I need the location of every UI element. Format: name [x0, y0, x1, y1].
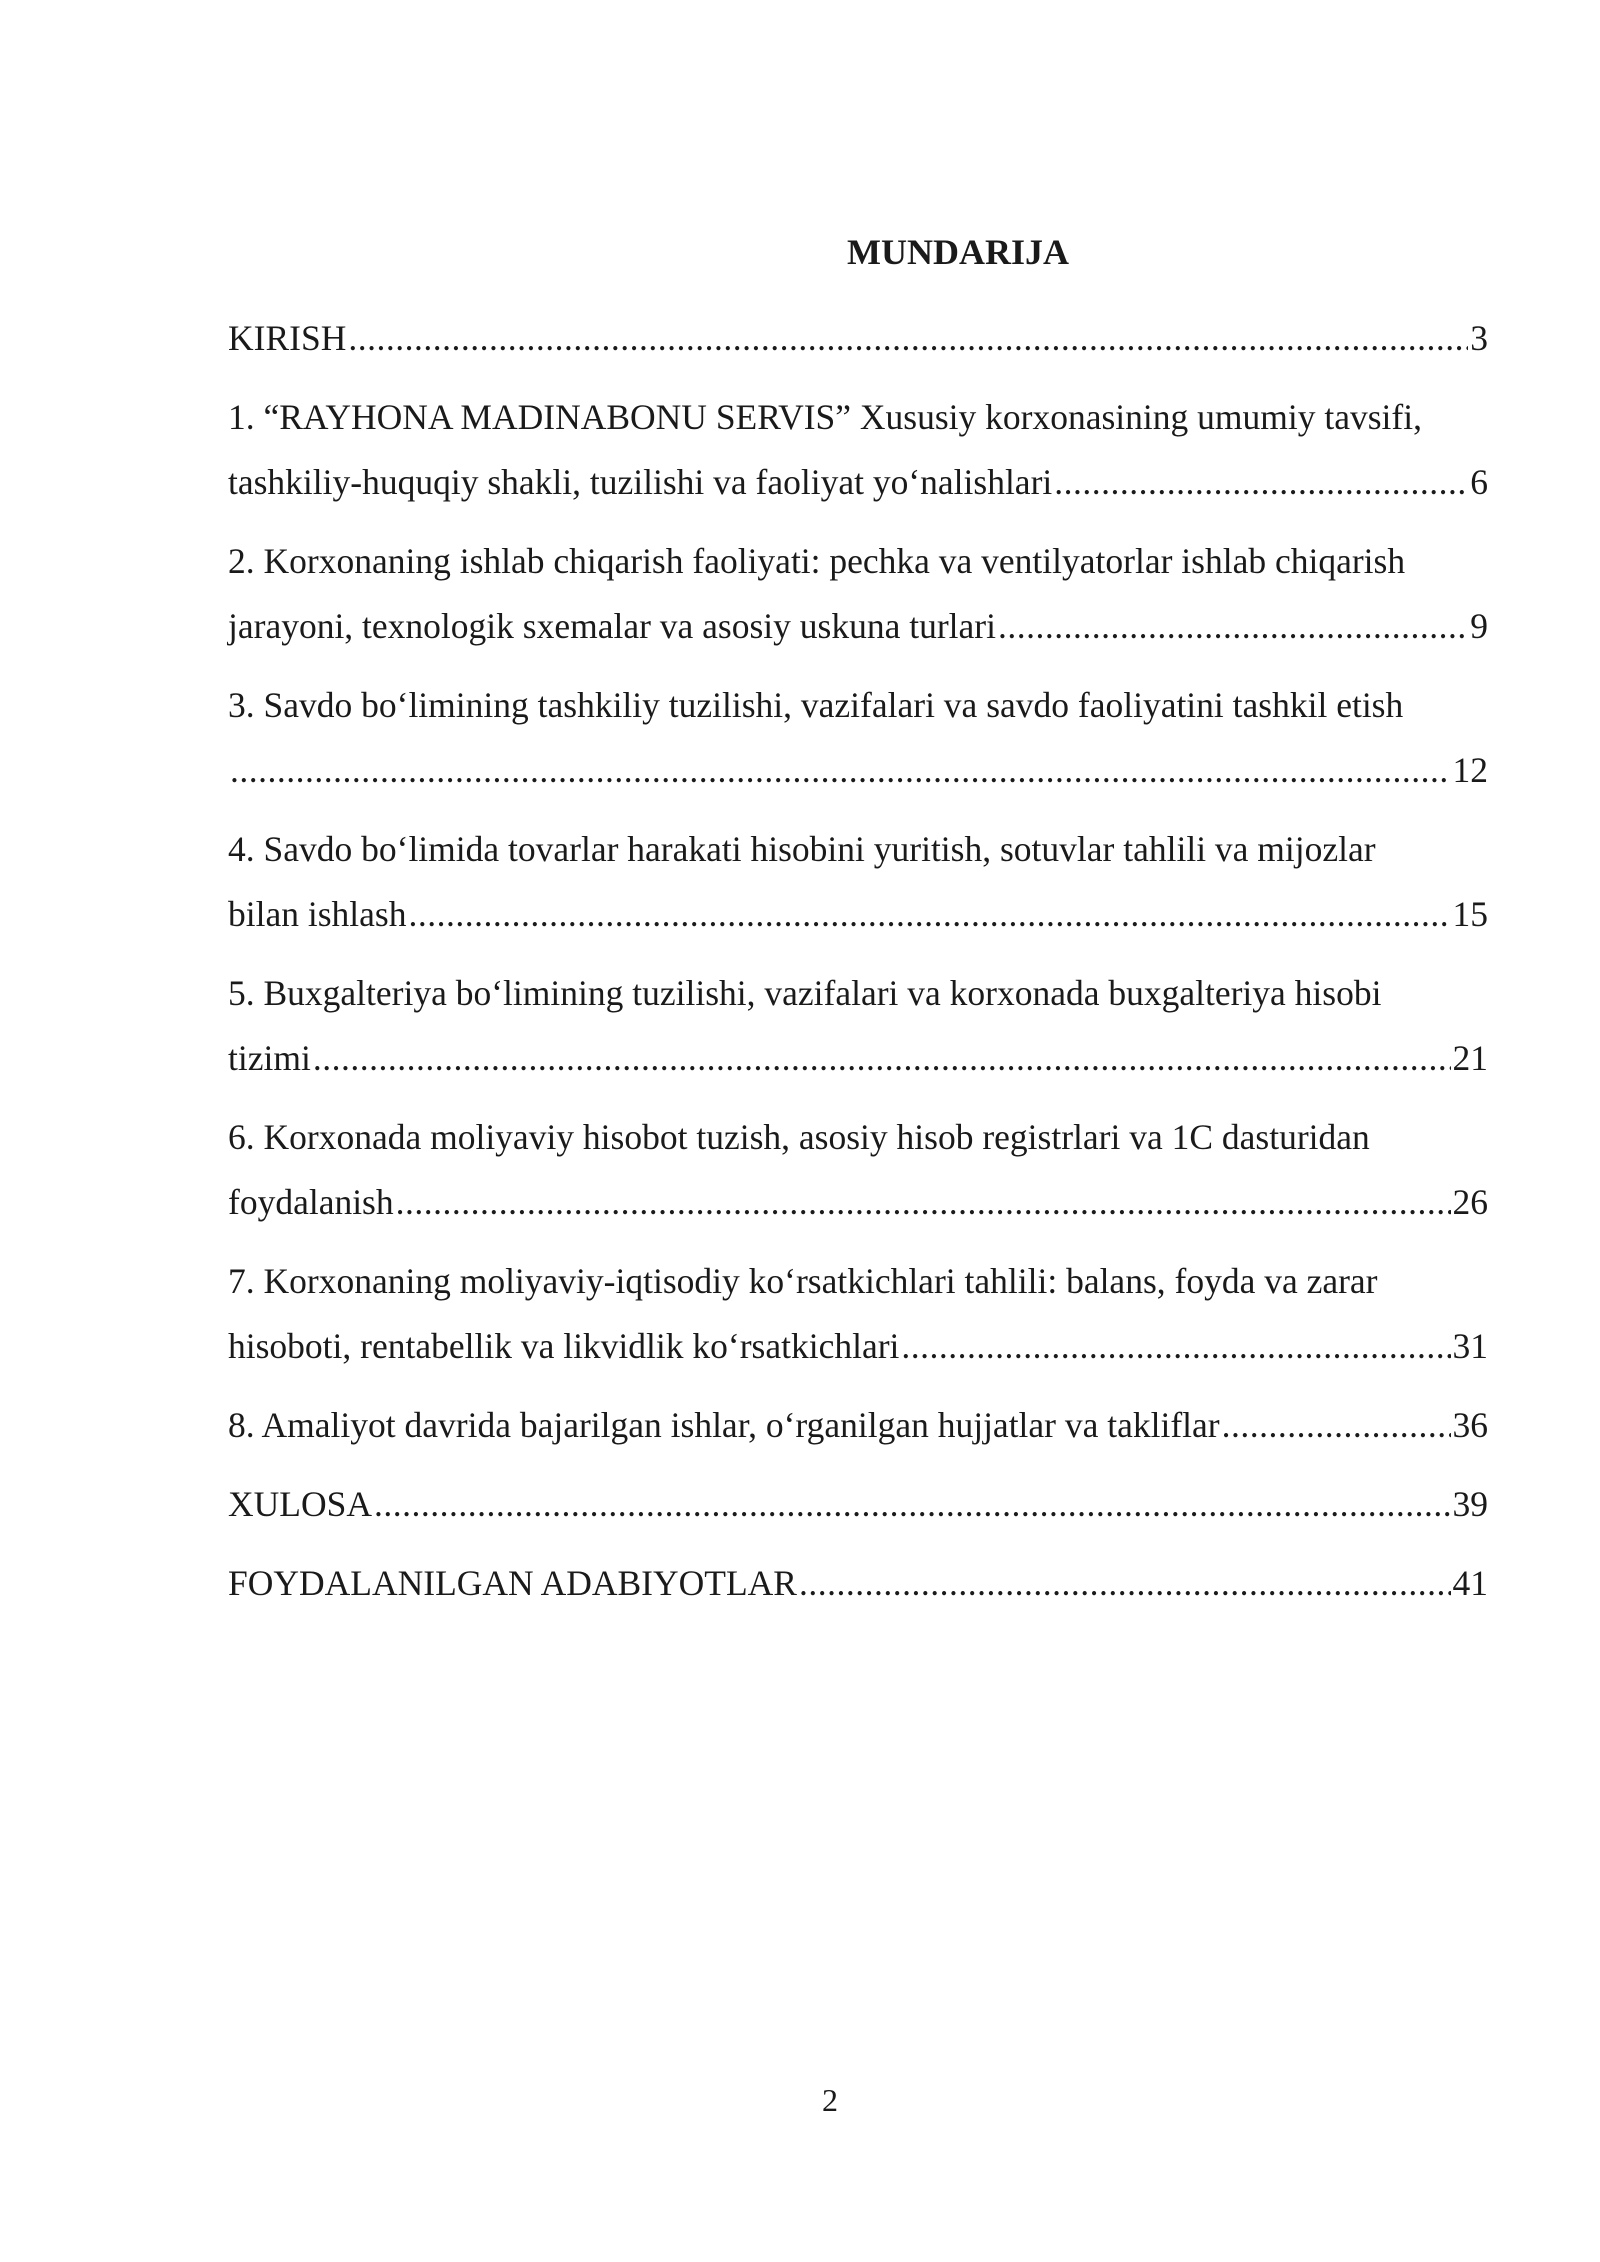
- toc-page-number: 26: [1452, 1182, 1488, 1222]
- dot-leader: [408, 882, 1450, 947]
- toc-entry-text: tashkiliy-huquqiy shakli, tuzilishi va faoliyat yo‘nalishlari: [228, 462, 1053, 502]
- toc-page-number: 36: [1452, 1405, 1488, 1445]
- toc-page-number: 12: [1452, 750, 1488, 790]
- toc-entry-5[interactable]: [228, 961, 1488, 1091]
- toc-entry-text: 3. Savdo bo‘limining tashkiliy tuzilishi, vazifalari va savdo faoliyatini tashkil etish: [228, 685, 1404, 725]
- toc-entry-text: tizimi: [228, 1038, 311, 1078]
- toc-entry-text: 7. Korxonaning moliyaviy-iqtisodiy ko‘rsatkichlari tahlili: balans, foyda va zarar: [228, 1261, 1378, 1301]
- toc-entry-4[interactable]: [228, 817, 1488, 947]
- toc-entry-text: hisoboti, rentabellik va likvidlik ko‘rsatkichlari: [228, 1326, 900, 1366]
- dot-leader: [998, 594, 1468, 659]
- dot-leader: [348, 306, 1468, 371]
- toc-entry-text: 1. “RAYHONA MADINABONU SERVIS” Xususiy korxonasining umumiy tavsifi,: [228, 397, 1422, 437]
- toc-entry-line: [228, 1551, 1488, 1616]
- dot-leader: [230, 738, 1451, 803]
- toc-entry-line: [228, 1314, 1488, 1379]
- table-of-contents: [228, 228, 1488, 1630]
- toc-entry-text: jarayoni, texnologik sxemalar va asosiy uskuna turlari: [228, 606, 996, 646]
- toc-entry-line: [228, 882, 1488, 947]
- toc-entry-text: 8. Amaliyot davrida bajarilgan ishlar, o‘rganilgan hujjatlar va takliflar: [228, 1405, 1220, 1445]
- toc-entry-xulosa[interactable]: [228, 1472, 1488, 1537]
- toc-entry-line: [228, 594, 1488, 659]
- toc-entry-6[interactable]: [228, 1105, 1488, 1235]
- toc-entry-text: bilan ishlash: [228, 894, 407, 934]
- toc-entry-adabiyotlar[interactable]: [228, 1551, 1488, 1616]
- toc-entry-7[interactable]: [228, 1249, 1488, 1379]
- toc-entry-line: [228, 738, 1488, 803]
- toc-entry-text: FOYDALANILGAN ADABIYOTLAR: [228, 1563, 797, 1603]
- toc-page-number: 21: [1452, 1038, 1488, 1078]
- toc-entry-line: [228, 1026, 1488, 1091]
- toc-entry-8[interactable]: [228, 1393, 1488, 1458]
- toc-entry-line: [228, 306, 1488, 371]
- toc-page-number: 3: [1470, 318, 1488, 358]
- toc-entry-text: 2. Korxonaning ishlab chiqarish faoliyati: pechka va ventilyatorlar ishlab chiqarish: [228, 541, 1406, 581]
- toc-entry-text: 4. Savdo bo‘limida tovarlar harakati hisobini yuritish, sotuvlar tahlili va mijozlar: [228, 829, 1376, 869]
- toc-entry-line: [228, 1472, 1488, 1537]
- dot-leader: [396, 1170, 1451, 1235]
- toc-entry-2[interactable]: [228, 529, 1488, 659]
- toc-page-number: 31: [1452, 1326, 1488, 1366]
- toc-list: [228, 306, 1488, 1616]
- dot-leader: [901, 1314, 1450, 1379]
- toc-page-number: 6: [1470, 462, 1488, 502]
- toc-page-number: 9: [1470, 606, 1488, 646]
- toc-entry-text: XULOSA: [228, 1484, 372, 1524]
- page-number: 2: [822, 2082, 838, 2118]
- toc-entry-text: foydalanish: [228, 1182, 394, 1222]
- toc-entry-kirish[interactable]: [228, 306, 1488, 371]
- toc-entry-1[interactable]: [228, 385, 1488, 515]
- toc-entry-line: [228, 1393, 1488, 1458]
- toc-entry-3[interactable]: [228, 673, 1488, 803]
- toc-entry-text: 5. Buxgalteriya bo‘limining tuzilishi, vazifalari va korxonada buxgalteriya hisobi: [228, 973, 1382, 1013]
- toc-entry-line: [228, 450, 1488, 515]
- toc-page-number: 41: [1452, 1563, 1488, 1603]
- dot-leader: [1222, 1393, 1451, 1458]
- toc-title: MUNDARIJA: [847, 232, 1069, 272]
- toc-entry-text: KIRISH: [228, 318, 347, 358]
- toc-entry-line: [228, 1170, 1488, 1235]
- dot-leader: [374, 1472, 1451, 1537]
- toc-entry-text: 6. Korxonada moliyaviy hisobot tuzish, asosiy hisob registrlari va 1C dasturidan: [228, 1117, 1370, 1157]
- toc-page-number: 39: [1452, 1484, 1488, 1524]
- dot-leader: [799, 1551, 1451, 1616]
- dot-leader: [1054, 450, 1468, 515]
- dot-leader: [313, 1026, 1451, 1091]
- toc-page-number: 15: [1452, 894, 1488, 934]
